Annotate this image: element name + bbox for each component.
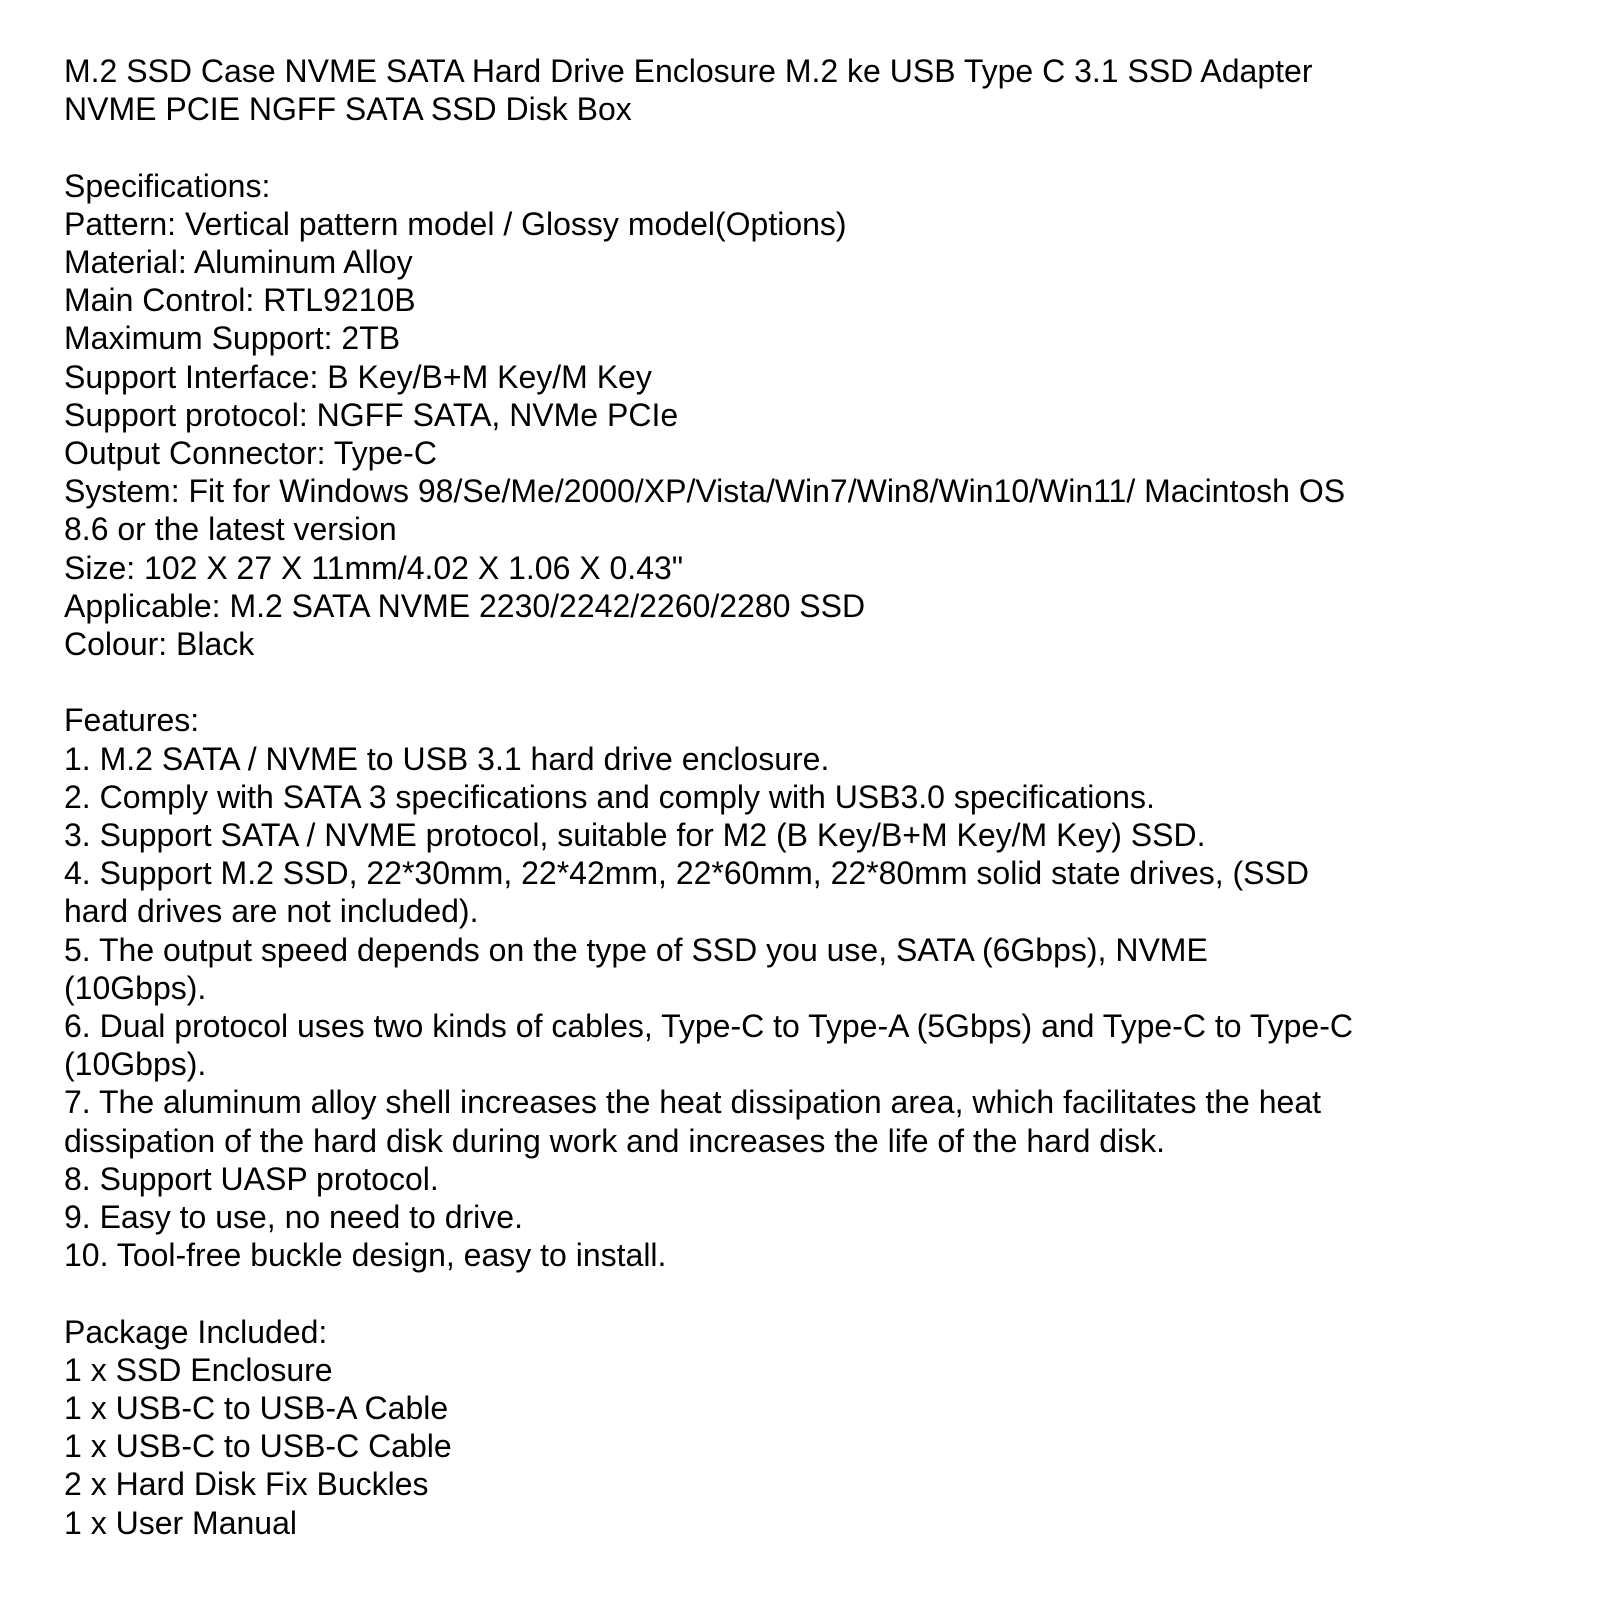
feature-line: dissipation of the hard disk during work and increases the life of the hard disk. xyxy=(64,1122,1166,1159)
feature-line: hard drives are not included). xyxy=(64,893,479,930)
package-item: 1 x SSD Enclosure xyxy=(64,1351,333,1388)
feature-line: 1. M.2 SATA / NVME to USB 3.1 hard drive enclosure. xyxy=(64,740,830,777)
package-heading: Package Included: xyxy=(64,1313,328,1350)
spec-line: Output Connector: Type-C xyxy=(64,435,437,472)
spec-line: Pattern: Vertical pattern model / Glossy model(Options) xyxy=(64,205,847,242)
feature-line: (10Gbps). xyxy=(64,969,207,1006)
spec-line: Material: Aluminum Alloy xyxy=(64,244,413,280)
spec-line: Maximum Support: 2TB xyxy=(64,320,401,357)
feature-line: 4. Support M.2 SSD, 22*30mm, 22*42mm, 22*60mm, 22*80mm solid state drives, (SSD xyxy=(64,855,1309,892)
package-item: 1 x USB-C to USB-A Cable xyxy=(64,1390,449,1427)
spacer xyxy=(64,1274,1564,1312)
package-item: 1 x User Manual xyxy=(64,1504,297,1541)
spacer xyxy=(64,128,1564,166)
feature-line: 6. Dual protocol uses two kinds of cables, Type-C to Type-A (5Gbps) and Type-C to Type-C xyxy=(64,1008,1353,1045)
feature-line: 7. The aluminum alloy shell increases the heat dissipation area, which facilitates the heat xyxy=(64,1084,1321,1121)
feature-line: 10. Tool-free buckle design, easy to install. xyxy=(64,1237,667,1274)
feature-line: 3. Support SATA / NVME protocol, suitable for M2 (B Key/B+M Key/M Key) SSD. xyxy=(64,817,1206,854)
feature-line: 9. Easy to use, no need to drive. xyxy=(64,1199,523,1236)
product-title-line-1: M.2 SSD Case NVME SATA Hard Drive Enclosure M.2 ke USB Type C 3.1 SSD Adapter xyxy=(64,53,1313,89)
spec-line: 8.6 or the latest version xyxy=(64,511,397,548)
spec-line: Applicable: M.2 SATA NVME 2230/2242/2260/2280 SSD xyxy=(64,587,866,624)
feature-line: (10Gbps). xyxy=(64,1046,207,1083)
spacer xyxy=(64,663,1564,701)
package-item: 2 x Hard Disk Fix Buckles xyxy=(64,1466,429,1503)
specifications-heading: Specifications: xyxy=(64,167,271,204)
spec-line: Main Control: RTL9210B xyxy=(64,282,416,319)
package-item: 1 x USB-C to USB-C Cable xyxy=(64,1428,452,1465)
spec-line: Support Interface: B Key/B+M Key/M Key xyxy=(64,358,652,395)
feature-line: 2. Comply with SATA 3 specifications and comply with USB3.0 specifications. xyxy=(64,778,1155,815)
feature-line: 5. The output speed depends on the type of SSD you use, SATA (6Gbps), NVME xyxy=(64,931,1208,968)
spec-line: Colour: Black xyxy=(64,626,255,663)
spec-line: Support protocol: NGFF SATA, NVMe PCIe xyxy=(64,396,679,433)
product-title-line-2: NVME PCIE NGFF SATA SSD Disk Box xyxy=(64,91,632,128)
spec-line: Size: 102 X 27 X 11mm/4.02 X 1.06 X 0.43" xyxy=(64,549,684,586)
features-heading: Features: xyxy=(64,702,200,739)
spec-line: System: Fit for Windows 98/Se/Me/2000/XP/Vista/Win7/Win8/Win10/Win11/ Macintosh OS xyxy=(64,473,1346,510)
feature-line: 8. Support UASP protocol. xyxy=(64,1160,439,1197)
document-page xyxy=(64,52,1564,1542)
